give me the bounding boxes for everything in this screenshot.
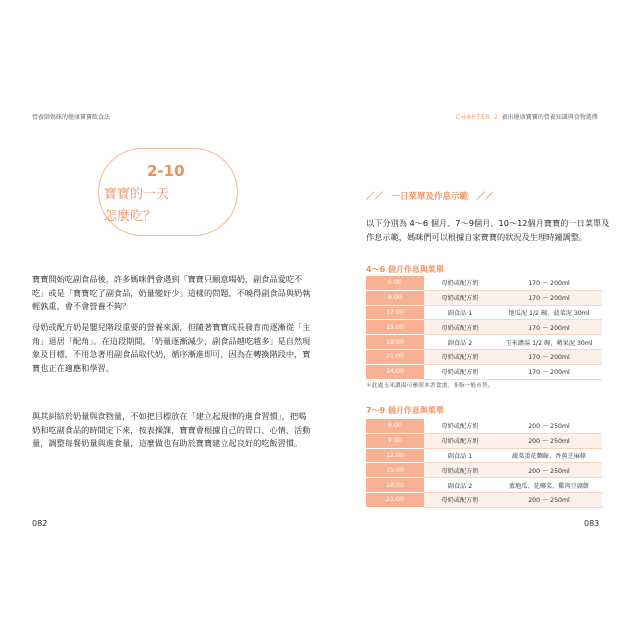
time-cell: 18:00 — [366, 335, 424, 350]
chapter-mark: CHAPTER 2 — [456, 114, 499, 121]
time-cell: 24:00 — [366, 364, 424, 379]
time-cell: 6:00 — [366, 419, 424, 433]
table-row — [366, 492, 602, 507]
item-cell: 母奶或配方奶 — [424, 419, 496, 433]
body-paragraph-2: 母奶或配方奶是嬰兒階段重要的營養來源，但隨著寶寶成長發育而逐漸從「主角」退居「配角」。在這段期間，「奶量逐漸減少、副食品越吃越多」是自然現象及目標，不用急著用副食品取代奶，循序漸進即可，因為在轉換階段中，寶寶也正在適應和學習。 — [32, 322, 311, 373]
table-note: ＊此處玉米濃湯可參照本書食譜，非指一般市售。 — [366, 383, 494, 389]
amount-cell: 170 ～ 200ml — [496, 364, 602, 379]
right-running-head — [456, 112, 616, 121]
amount-cell: 蔬菜蛋花麵線、香蕉芝麻條 — [496, 448, 602, 463]
table2-title: 7～9 個月作息與菜單 — [366, 406, 444, 415]
schedule-table-4-6-months — [366, 276, 602, 380]
item-cell: 母奶或配方奶 — [424, 492, 496, 507]
item-cell: 母奶或配方奶 — [424, 290, 496, 305]
time-cell: 18:00 — [366, 478, 424, 493]
table-row — [366, 276, 602, 290]
table-row — [366, 463, 602, 478]
time-cell: 21:00 — [366, 492, 424, 507]
body-paragraph-1: 寶寶開始吃副食品後，許多媽咪們會遇到「寶寶只願意喝奶，副食品愛吃不吃」或是「寶寶吃了副食品，奶量變好少」這樣的問題，不曉得副食品與奶執輕孰重，會不會營養不夠？ — [32, 274, 311, 312]
table-row — [366, 290, 602, 305]
schedule-table-7-9-months — [366, 419, 602, 508]
table-row — [366, 433, 602, 448]
table-row — [366, 305, 602, 320]
table-row — [366, 478, 602, 493]
amount-cell: 地瓜泥 1/2 碗、菠菜泥 30ml — [496, 305, 602, 320]
time-cell: 15:00 — [366, 463, 424, 478]
amount-cell: 200 ～ 250ml — [496, 492, 602, 507]
chapter-number: 2-10 — [147, 162, 185, 180]
time-cell: 6:00 — [366, 276, 424, 290]
table-row — [366, 349, 602, 364]
body-paragraph-3: 與其糾結於奶量與食物量，不如把目標放在「建立起規律的進食習慣」，把喝奶和吃副食品的時間定下來，按表操課，寶寶會根據自己的胃口、心情、活動量，調整每餐奶量與進食量，這麼做也有助於寶寶建立起良好的吃飯習慣。 — [32, 411, 311, 449]
right-running-head-text: 養出健康寶寶的營養知識與食物選擇 — [501, 114, 598, 121]
time-cell: 9:00 — [366, 290, 424, 305]
item-cell: 母奶或配方奶 — [424, 320, 496, 335]
time-cell: 21:00 — [366, 349, 424, 364]
table-row — [366, 335, 602, 350]
amount-cell: 170 ～ 200ml — [496, 290, 602, 305]
amount-cell: 170 ～ 200ml — [496, 349, 602, 364]
item-cell: 副食品 1 — [424, 448, 496, 463]
amount-cell: 200 ～ 250ml — [496, 463, 602, 478]
chapter-title-line2: 怎麼吃？ — [104, 209, 157, 224]
intro-paragraph: 以下分別為 4～6 個月、7～9個月、10～12個月寶寶的一日菜單及作息示範，媽咪們可以根據自家寶寶的狀況及生理時鐘調整。 — [366, 218, 610, 242]
table-row — [366, 364, 602, 379]
chapter-title-line1: 寶寶的一天 — [104, 187, 170, 202]
right-page-number: 083 — [584, 519, 600, 528]
amount-cell: 玉米濃湯 1/2 碗、蘋果泥 30ml — [496, 335, 602, 350]
item-cell: 副食品 2 — [424, 335, 496, 350]
amount-cell: 200 ～ 250ml — [496, 433, 602, 448]
time-cell: 9:00 — [366, 433, 424, 448]
item-cell: 母奶或配方奶 — [424, 349, 496, 364]
item-cell: 母奶或配方奶 — [424, 463, 496, 478]
time-cell: 12:00 — [366, 448, 424, 463]
item-cell: 母奶或配方奶 — [424, 276, 496, 290]
item-cell: 副食品 2 — [424, 478, 496, 493]
amount-cell: 200 ～ 250ml — [496, 419, 602, 433]
item-cell: 母奶或配方奶 — [424, 364, 496, 379]
amount-cell: 170 ～ 200ml — [496, 320, 602, 335]
left-running-head: 營養師媽咪的健康寶寶飲食法 — [32, 114, 111, 121]
time-cell: 12:00 — [366, 305, 424, 320]
amount-cell: 蒸地瓜、花椰菜、雞肉豆腐餅 — [496, 478, 602, 493]
item-cell: 母奶或配方奶 — [424, 433, 496, 448]
amount-cell: 170 ～ 200ml — [496, 276, 602, 290]
time-cell: 15:00 — [366, 320, 424, 335]
item-cell: 副食品 1 — [424, 305, 496, 320]
table-row — [366, 320, 602, 335]
section-title: ／／ 一日菜單及作息示範 ／／ — [366, 192, 494, 202]
table-row — [366, 448, 602, 463]
table-row — [366, 419, 602, 433]
table1-title: 4～6 個月作息與菜單 — [366, 265, 444, 274]
left-page-number: 082 — [32, 519, 48, 528]
